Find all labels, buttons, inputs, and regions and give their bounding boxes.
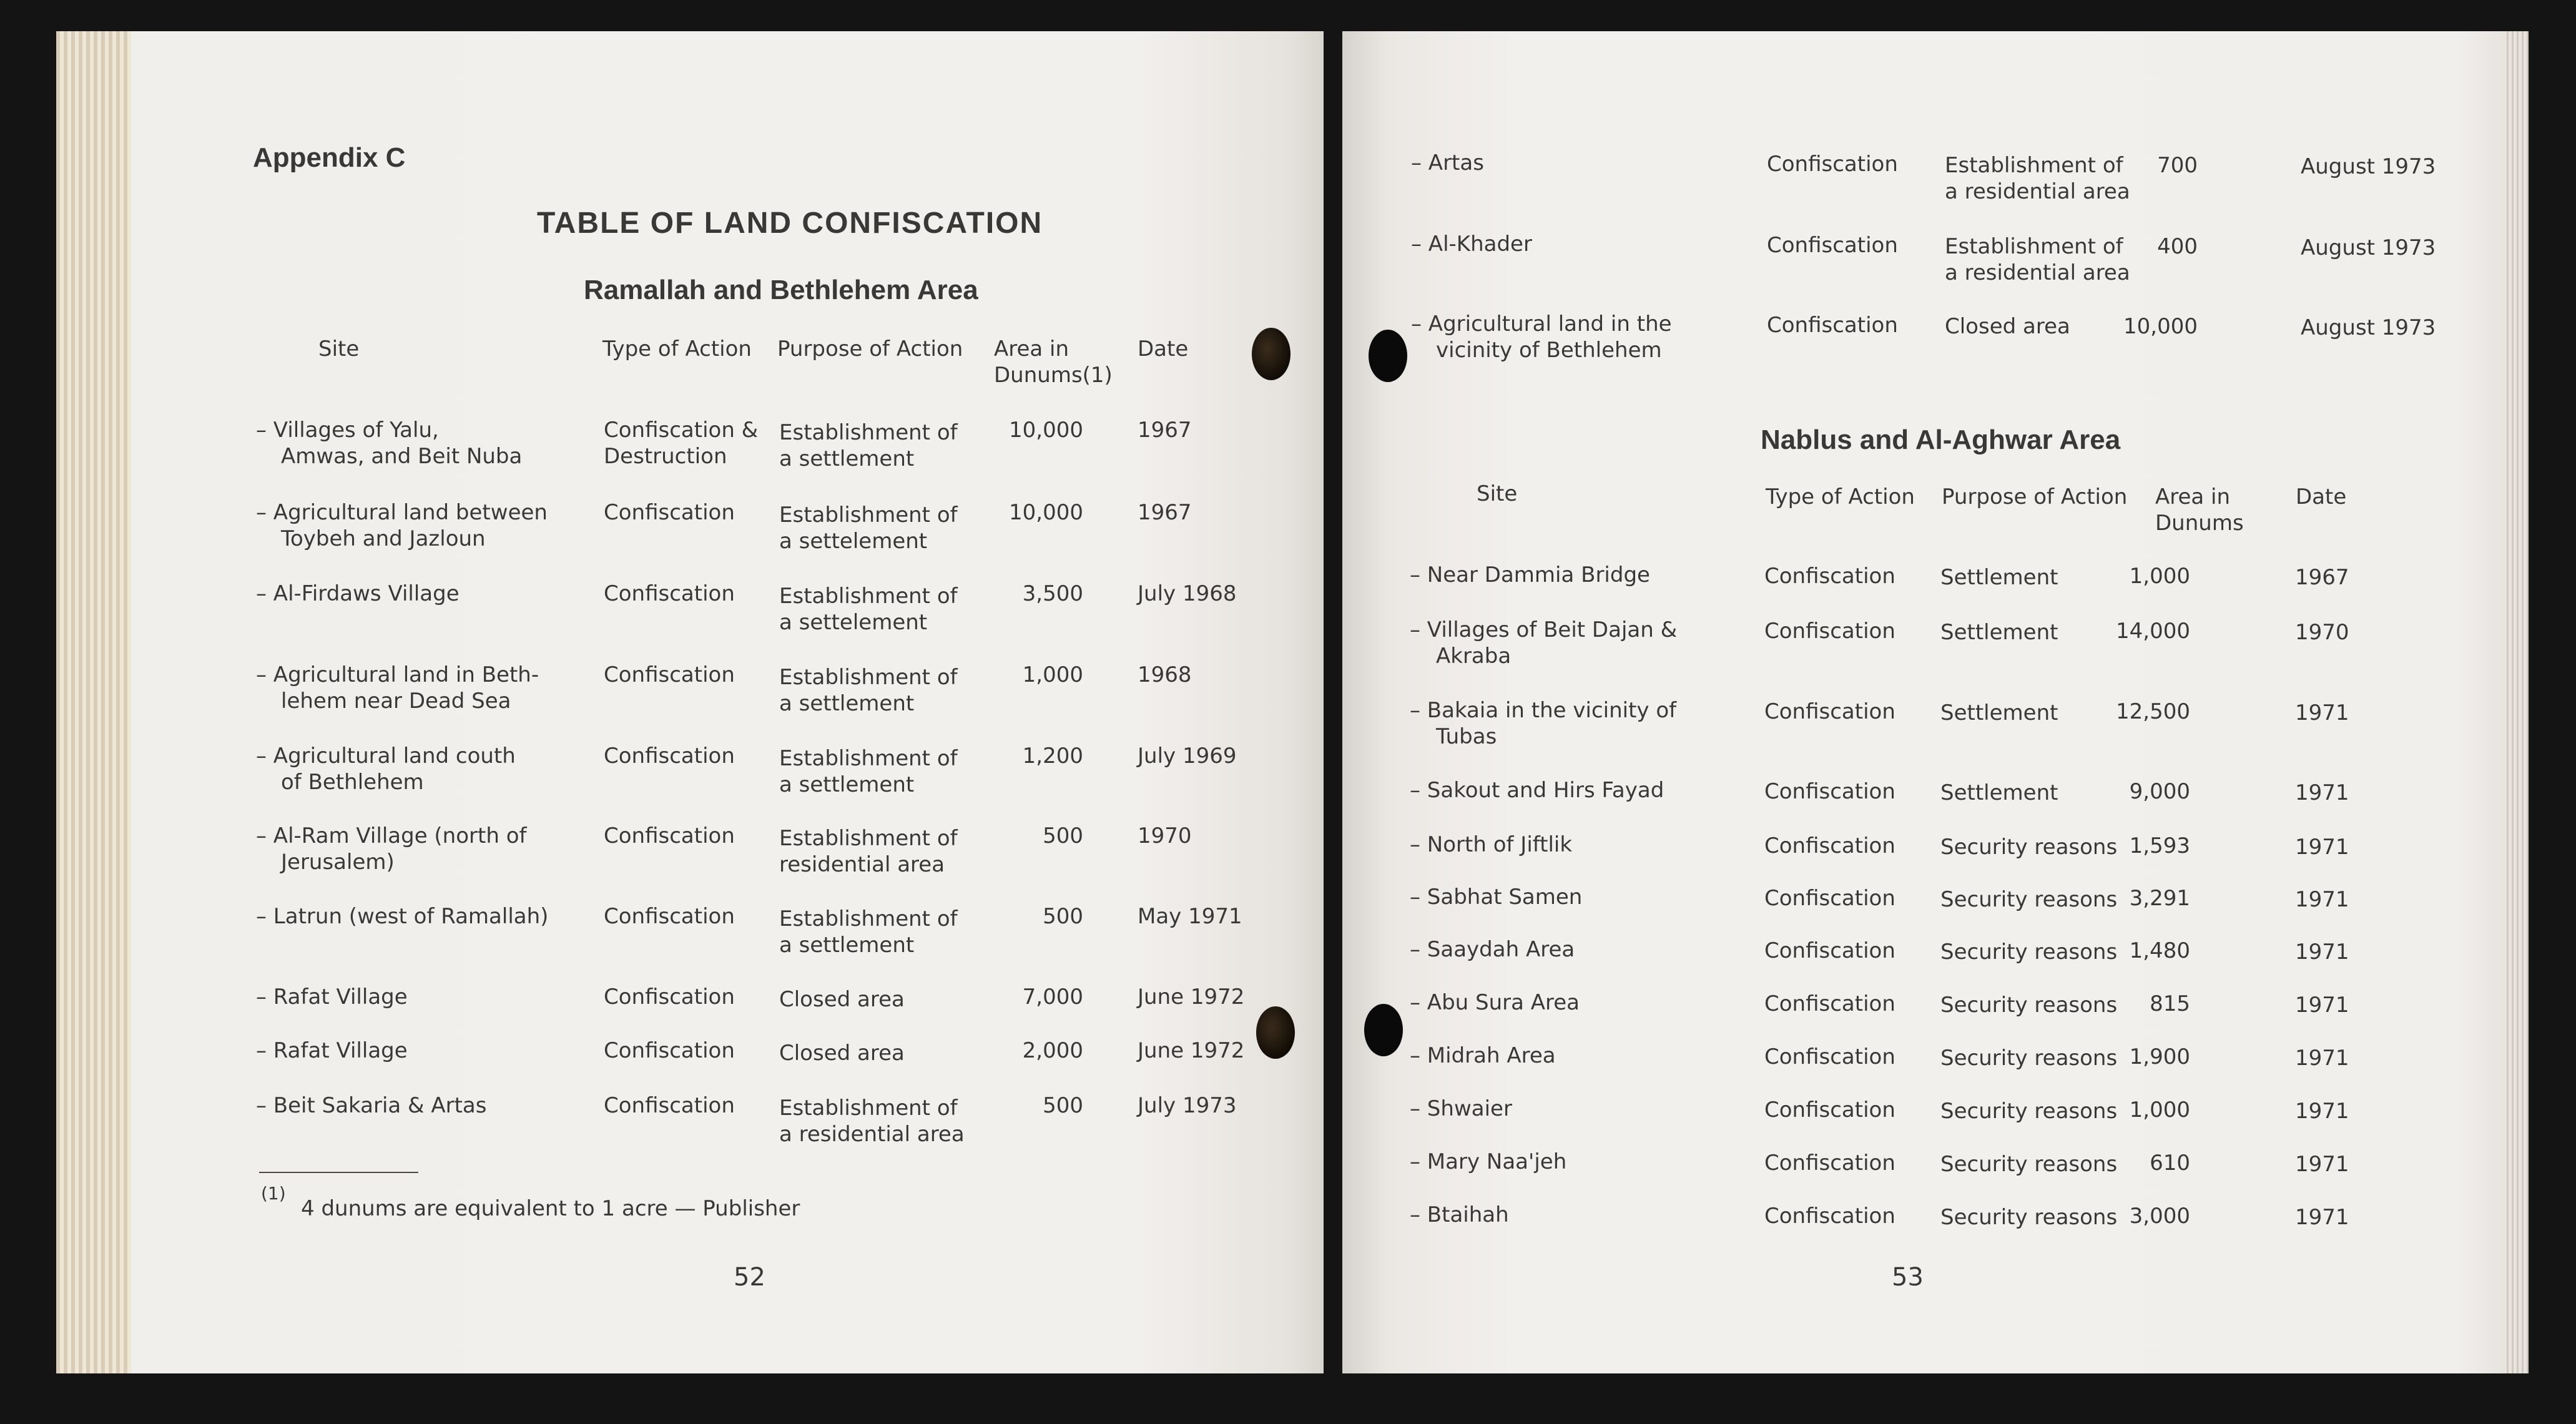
- column-header-date: Date: [1138, 336, 1189, 361]
- area-cell: 1,480: [2129, 938, 2190, 963]
- site-cell: – Al-Firdaws Village: [256, 581, 460, 606]
- area-cell: 1,200: [1022, 744, 1083, 768]
- purpose-cell: Security reasons: [1940, 835, 2118, 860]
- right-page-edge: [2504, 31, 2529, 1373]
- purpose-cell-cont: a residential area: [779, 1122, 965, 1147]
- footnote: 4 dunums are equivalent to 1 acre — Publisher: [301, 1196, 800, 1221]
- purpose-cell-cont: a residential area: [1945, 179, 2130, 204]
- area-cell: 1,000: [1022, 662, 1083, 687]
- site-cell: – Rafat Village: [256, 985, 408, 1009]
- site-cell: – Latrun (west of Ramallah): [256, 904, 549, 929]
- purpose-cell-cont: a residential area: [1945, 260, 2130, 285]
- date-cell: 1968: [1138, 662, 1192, 687]
- area-cell: 815: [2150, 991, 2190, 1016]
- site-cell: – Agricultural land in Beth-: [256, 662, 539, 687]
- date-cell: June 1972: [1138, 985, 1245, 1009]
- area-cell: 1,593: [2129, 833, 2190, 858]
- area-cell: 3,291: [2129, 886, 2190, 911]
- purpose-cell: Security reasons: [1940, 1046, 2118, 1071]
- column-header-area-unit: Dunums: [2155, 511, 2244, 536]
- site-cell: – North of Jiftlik: [1410, 832, 1573, 857]
- area-cell: 10,000: [2123, 314, 2198, 339]
- site-cell: – Al-Ram Village (north of: [256, 823, 527, 848]
- area-cell: 1,000: [2129, 564, 2190, 589]
- area-cell: 9,000: [2129, 779, 2190, 804]
- site-cell: – Abu Sura Area: [1410, 990, 1580, 1015]
- footnote-mark: (1): [261, 1183, 286, 1204]
- purpose-cell: Settlement: [1940, 565, 2058, 590]
- column-header-area-unit: Dunums(1): [994, 363, 1113, 388]
- purpose-cell: Security reasons: [1940, 1205, 2118, 1230]
- column-header-type: Type of Action: [1766, 484, 1915, 509]
- type-cell: Confiscation: [1764, 886, 1895, 911]
- type-cell: Confiscation: [1764, 1044, 1895, 1069]
- site-cell: – Mary Naa'jeh: [1410, 1149, 1567, 1174]
- column-header-area: Area in: [2155, 484, 2231, 509]
- area-cell: 610: [2150, 1151, 2190, 1176]
- type-cell: Confiscation: [1767, 152, 1898, 177]
- purpose-cell: Closed area: [779, 987, 905, 1012]
- purpose-cell: Settlement: [1940, 700, 2058, 725]
- type-cell: Confiscation: [604, 662, 735, 687]
- purpose-cell: Settlement: [1940, 620, 2058, 645]
- site-cell: – Agricultural land in the: [1411, 312, 1672, 336]
- site-cell-cont: of Bethlehem: [281, 770, 424, 795]
- purpose-cell: Establishment of: [779, 1096, 958, 1121]
- date-cell: 1967: [1138, 500, 1192, 525]
- date-cell: 1971: [2295, 1046, 2349, 1071]
- type-cell: Confiscation: [604, 823, 735, 848]
- area-cell: 10,000: [1009, 500, 1083, 525]
- type-cell: Confiscation: [1767, 313, 1898, 338]
- area-cell: 3,500: [1022, 581, 1083, 606]
- date-cell: July 1968: [1138, 581, 1237, 606]
- section-heading: Ramallah and Bethlehem Area: [584, 275, 978, 305]
- type-cell: Confiscation: [1764, 1204, 1895, 1229]
- type-cell: Confiscation: [1764, 938, 1895, 963]
- purpose-cell: Establishment of: [1945, 153, 2123, 178]
- type-cell: Confiscation: [604, 985, 735, 1009]
- area-cell: 3,000: [2129, 1204, 2190, 1229]
- date-cell: 1971: [2295, 700, 2349, 725]
- purpose-cell: Establishment of: [779, 906, 958, 931]
- site-cell-cont: vicinity of Bethlehem: [1436, 338, 1662, 363]
- site-cell: – Al-Khader: [1411, 232, 1532, 257]
- area-cell: 12,500: [2116, 699, 2190, 724]
- punch-hole: [1252, 328, 1290, 380]
- date-cell: 1967: [2295, 565, 2349, 590]
- site-cell: – Beit Sakaria & Artas: [256, 1093, 487, 1118]
- area-cell: 2,000: [1022, 1038, 1083, 1063]
- appendix-label: Appendix C: [253, 142, 406, 173]
- purpose-cell: Security reasons: [1940, 940, 2118, 965]
- purpose-cell: Establishment of: [779, 665, 958, 690]
- date-cell: 1971: [2295, 940, 2349, 965]
- site-cell: – Saaydah Area: [1410, 937, 1575, 962]
- site-cell: – Btaihah: [1410, 1202, 1509, 1227]
- site-cell: – Midrah Area: [1410, 1043, 1556, 1068]
- punch-hole: [1256, 1006, 1295, 1059]
- date-cell: 1970: [2295, 620, 2349, 645]
- page-number: 53: [1892, 1263, 1924, 1292]
- date-cell: 1970: [1138, 823, 1192, 848]
- purpose-cell: Establishment of: [779, 746, 958, 771]
- site-cell: – Sabhat Samen: [1410, 885, 1583, 910]
- column-header-site: Site: [318, 336, 360, 361]
- site-cell-cont: Amwas, and Beit Nuba: [281, 444, 523, 469]
- purpose-cell: Closed area: [779, 1041, 905, 1066]
- type-cell: Confiscation: [1764, 779, 1895, 804]
- site-cell: – Shwaier: [1410, 1096, 1512, 1121]
- purpose-cell-cont: a settelement: [779, 610, 928, 635]
- column-header-purpose: Purpose of Action: [1942, 484, 2128, 509]
- site-cell: – Villages of Yalu,: [256, 418, 439, 443]
- area-cell: 14,000: [2116, 619, 2190, 644]
- purpose-cell-cont: a settlement: [779, 772, 915, 797]
- purpose-cell-cont: a settlement: [779, 933, 915, 958]
- type-cell-cont: Destruction: [604, 444, 727, 469]
- purpose-cell-cont: a settelement: [779, 529, 928, 554]
- column-header-type: Type of Action: [602, 336, 752, 361]
- page-edge-stack: [56, 31, 131, 1373]
- type-cell: Confiscation: [1764, 991, 1895, 1016]
- date-cell: July 1973: [1138, 1093, 1237, 1118]
- purpose-cell: Closed area: [1945, 314, 2070, 339]
- date-cell: 1971: [2295, 835, 2349, 860]
- date-cell: August 1973: [2301, 154, 2436, 179]
- page-number: 52: [734, 1263, 765, 1292]
- type-cell: Confiscation: [1767, 233, 1898, 258]
- purpose-cell: Security reasons: [1940, 1152, 2118, 1177]
- date-cell: August 1973: [2301, 315, 2436, 340]
- type-cell: Confiscation: [1764, 1097, 1895, 1122]
- column-header-purpose: Purpose of Action: [777, 336, 963, 361]
- date-cell: 1971: [2295, 1205, 2349, 1230]
- site-cell: – Agricultural land between: [256, 500, 548, 525]
- punch-hole: [1369, 330, 1407, 382]
- type-cell: Confiscation: [1764, 1151, 1895, 1176]
- type-cell: Confiscation &: [604, 418, 759, 443]
- date-cell: June 1972: [1138, 1038, 1245, 1063]
- type-cell: Confiscation: [604, 1093, 735, 1118]
- purpose-cell-cont: a settlement: [779, 446, 915, 471]
- date-cell: 1971: [2295, 887, 2349, 912]
- page-title: TABLE OF LAND CONFISCATION: [537, 207, 1043, 240]
- type-cell: Confiscation: [1764, 833, 1895, 858]
- date-cell: 1967: [1138, 418, 1192, 443]
- area-cell: 500: [1043, 1093, 1083, 1118]
- type-cell: Confiscation: [604, 744, 735, 768]
- type-cell: Confiscation: [1764, 564, 1895, 589]
- purpose-cell: Security reasons: [1940, 993, 2118, 1018]
- purpose-cell: Security reasons: [1940, 887, 2118, 912]
- area-cell: 1,900: [2129, 1044, 2190, 1069]
- purpose-cell-cont: a settlement: [779, 691, 915, 716]
- site-cell-cont: Akraba: [1436, 644, 1512, 669]
- purpose-cell: Settlement: [1940, 780, 2058, 805]
- date-cell: 1971: [2295, 1099, 2349, 1124]
- site-cell: – Villages of Beit Dajan &: [1410, 617, 1678, 642]
- site-cell: – Artas: [1411, 150, 1484, 175]
- type-cell: Confiscation: [604, 1038, 735, 1063]
- date-cell: August 1973: [2301, 235, 2436, 260]
- date-cell: 1971: [2295, 993, 2349, 1018]
- purpose-cell: Establishment of: [1945, 234, 2123, 259]
- site-cell: – Agricultural land couth: [256, 744, 516, 768]
- type-cell: Confiscation: [604, 500, 735, 525]
- purpose-cell: Security reasons: [1940, 1099, 2118, 1124]
- punch-hole: [1364, 1004, 1403, 1056]
- area-cell: 500: [1043, 904, 1083, 929]
- section-heading: Nablus and Al-Aghwar Area: [1761, 425, 2121, 455]
- date-cell: 1971: [2295, 1152, 2349, 1177]
- purpose-cell: Establishment of: [779, 826, 958, 851]
- type-cell: Confiscation: [1764, 699, 1895, 724]
- area-cell: 7,000: [1022, 985, 1083, 1009]
- type-cell: Confiscation: [1764, 619, 1895, 644]
- site-cell: – Near Dammia Bridge: [1410, 562, 1650, 587]
- site-cell: – Sakout and Hirs Fayad: [1410, 778, 1664, 803]
- site-cell-cont: lehem near Dead Sea: [281, 689, 511, 714]
- area-cell: 700: [2157, 153, 2198, 178]
- site-cell-cont: Toybeh and Jazloun: [281, 526, 486, 551]
- footnote-rule: [259, 1172, 418, 1173]
- column-header-area: Area in: [994, 336, 1069, 361]
- column-header-date: Date: [2296, 484, 2347, 509]
- area-cell: 10,000: [1009, 418, 1083, 443]
- purpose-cell: Establishment of: [779, 584, 958, 609]
- area-cell: 1,000: [2129, 1097, 2190, 1122]
- area-cell: 400: [2157, 234, 2198, 259]
- site-cell: – Bakaia in the vicinity of: [1410, 698, 1677, 723]
- date-cell: May 1971: [1138, 904, 1242, 929]
- purpose-cell-cont: residential area: [779, 852, 945, 877]
- date-cell: 1971: [2295, 780, 2349, 805]
- site-cell-cont: Jerusalem): [281, 850, 395, 875]
- column-header-site: Site: [1477, 481, 1518, 506]
- site-cell-cont: Tubas: [1436, 724, 1497, 749]
- area-cell: 500: [1043, 823, 1083, 848]
- purpose-cell: Establishment of: [779, 503, 958, 528]
- purpose-cell: Establishment of: [779, 420, 958, 445]
- type-cell: Confiscation: [604, 581, 735, 606]
- date-cell: July 1969: [1138, 744, 1237, 768]
- type-cell: Confiscation: [604, 904, 735, 929]
- site-cell: – Rafat Village: [256, 1038, 408, 1063]
